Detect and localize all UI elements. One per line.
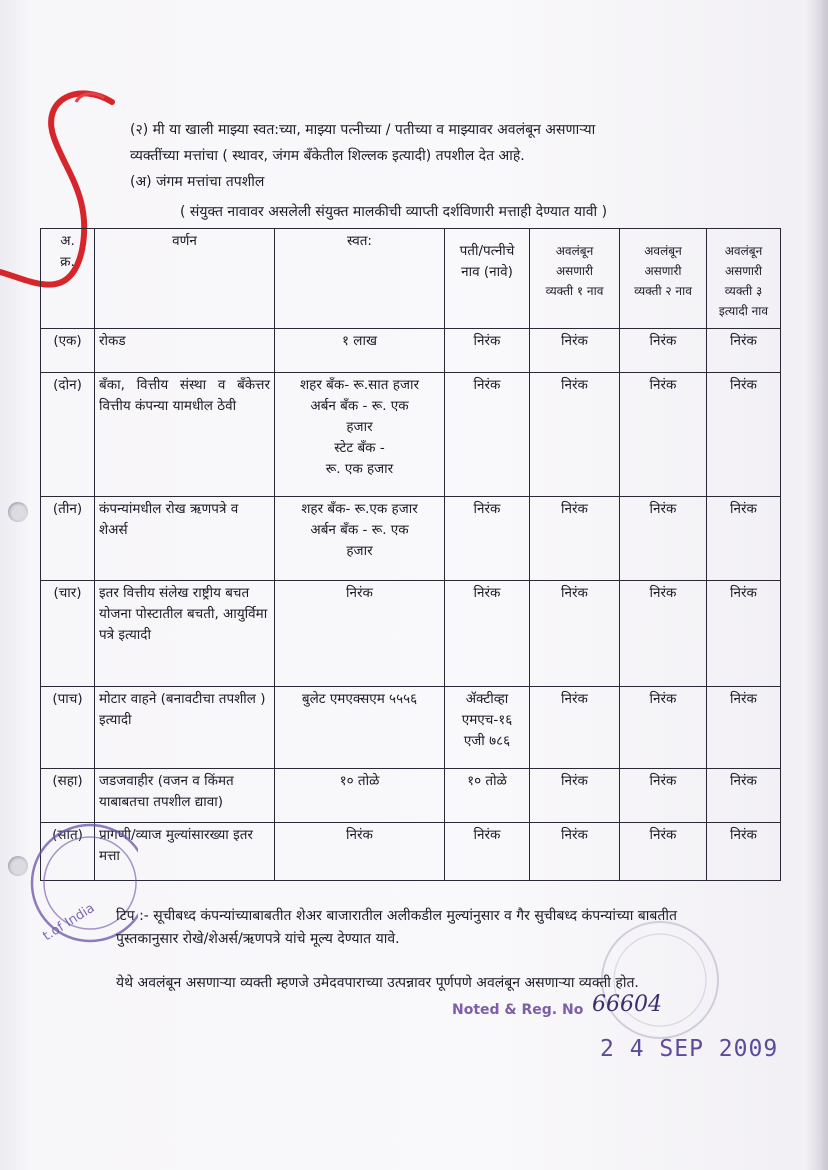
header-self: स्वत: [275, 229, 445, 329]
header-serial-line: अ. [60, 233, 75, 249]
punch-hole [8, 502, 28, 522]
footnote-dependents: येथे अवलंबून असणाऱ्या व्यक्ती म्हणजे उमेदवपाराच्या उत्पन्नावर पूर्णपणे अवलंबून असणाऱ्या व्यक्ती होत. [116, 975, 639, 991]
header-dependent-2 [620, 229, 707, 329]
page-edge-shadow [806, 0, 828, 1170]
cell-spouse-line: निरंक [473, 585, 501, 601]
cell-spouse [445, 581, 530, 687]
table-row [41, 497, 781, 581]
cell-dependent-2: निरंक [620, 687, 707, 769]
header-serial-line: क्र. [60, 254, 75, 270]
header-dependent-1-line: असणारी [555, 264, 594, 278]
cell-dependent-1: निरंक [530, 497, 620, 581]
cell-spouse-line: एजी ७८६ [463, 733, 511, 749]
cell-self-line: बुलेट एमएक्सएम ५५५६ [301, 691, 418, 707]
cell-description: कंपन्यांमधील रोख ऋणपत्रे व शेअर्स [95, 497, 275, 581]
cell-description: मोटार वाहने (बनावटीचा तपशील ) इत्यादी [95, 687, 275, 769]
cell-description: रोकड [95, 329, 275, 373]
cell-dependent-3: निरंक [707, 687, 781, 769]
header-dependent-3-line: व्यक्ती ३ [724, 284, 763, 298]
cell-self-line: अर्बन बँक - रू. एक [310, 398, 409, 414]
cell-serial: (सात) [41, 823, 95, 881]
cell-description: प्रागणी/व्याज मुल्यांसारख्या इतर मत्ता [95, 823, 275, 881]
cell-self-line: स्टेट बँक - [334, 440, 385, 456]
cell-spouse-line: निरंक [473, 377, 501, 393]
intro-line-2: व्यक्तींच्या मत्तांचा ( स्थावर, जंगम बँकेतील शिल्लक इत्यादी) तपशील देत आहे. [130, 148, 525, 164]
table-row [41, 823, 781, 881]
movable-assets-table [40, 228, 781, 881]
cell-dependent-1: निरंक [530, 687, 620, 769]
header-dependent-2-line: अवलंबून [644, 244, 682, 258]
header-serial [41, 229, 95, 329]
cell-self [275, 581, 445, 687]
handwritten-registration-number: 66604 [592, 992, 662, 1017]
cell-description: जडजवाहीर (वजन व किंमत याबाबतचा तपशील द्यावा) [95, 769, 275, 823]
cell-spouse-line: ॲक्टीव्हा [465, 691, 509, 707]
cell-spouse-line: एमएच-१६ [461, 712, 513, 728]
cell-self-line: १० तोळे [339, 773, 380, 789]
cell-dependent-1: निरंक [530, 769, 620, 823]
header-description: वर्णन [95, 229, 275, 329]
cell-self [275, 497, 445, 581]
section-heading: (अ) जंगम मत्तांचा तपशील [130, 174, 265, 190]
cell-dependent-3: निरंक [707, 373, 781, 497]
cell-dependent-2: निरंक [620, 581, 707, 687]
header-dependent-2-line: व्यक्ती २ नाव [634, 284, 692, 298]
cell-self [275, 687, 445, 769]
table-row [41, 373, 781, 497]
table-header-row [41, 229, 781, 329]
table-row [41, 687, 781, 769]
cell-dependent-1: निरंक [530, 329, 620, 373]
cell-spouse [445, 373, 530, 497]
cell-self [275, 769, 445, 823]
header-dependent-3-line: अवलंबून [724, 244, 763, 258]
cell-spouse-line: निरंक [473, 501, 501, 517]
registration-stamp-label: Noted & Reg. No [452, 1002, 584, 1018]
cell-spouse [445, 687, 530, 769]
header-spouse-line: पती/पत्नीचे [459, 243, 515, 259]
cell-dependent-1: निरंक [530, 373, 620, 497]
cell-self-line: १ लाख [341, 333, 377, 349]
cell-dependent-2: निरंक [620, 497, 707, 581]
cell-dependent-3: निरंक [707, 497, 781, 581]
cell-dependent-3: निरंक [707, 769, 781, 823]
table-row [41, 769, 781, 823]
header-dependent-3-line: इत्यादी नाव [718, 304, 769, 318]
cell-dependent-2: निरंक [620, 823, 707, 881]
cell-serial: (दोन) [41, 373, 95, 497]
cell-self-line: हजार [346, 419, 373, 435]
cell-dependent-2: निरंक [620, 769, 707, 823]
cell-dependent-2: निरंक [620, 373, 707, 497]
cell-self [275, 823, 445, 881]
header-dependent-1-line: अवलंबून [555, 244, 594, 258]
cell-self-line: निरंक [346, 827, 373, 843]
header-spouse [445, 229, 530, 329]
cell-serial: (सहा) [41, 769, 95, 823]
cell-description: इतर वित्तीय संलेख राष्ट्रीय बचत योजना पोस्टातील बचती, आयुर्विमा पत्रे इत्यादी [95, 581, 275, 687]
header-spouse-line: नाव (नावे) [461, 264, 513, 280]
cell-self-line: अर्बन बँक - रू. एक [310, 522, 409, 538]
cell-serial: (पाच) [41, 687, 95, 769]
intro-line-1: (२) मी या खाली माझ्या स्वत:च्या, माझ्या पत्नीच्या / पतीच्या व माझ्यावर अवलंबून असणाऱ्या [130, 122, 596, 138]
cell-spouse-line: १० तोळे [467, 773, 507, 789]
cell-self-line: शहर बँक- रू.एक हजार [301, 501, 418, 517]
cell-self-line: हजार [346, 543, 373, 559]
cell-self [275, 329, 445, 373]
section-subnote: ( संयुक्त नावावर असलेली संयुक्त मालकीची व्याप्ती दर्शविणारी मत्ताही देण्यात यावी ) [180, 204, 608, 220]
date-stamp: 2 4 SEP 2009 [600, 1036, 779, 1062]
cell-spouse [445, 497, 530, 581]
cell-self [275, 373, 445, 497]
cell-dependent-1: निरंक [530, 823, 620, 881]
seal-text: t.of India [40, 900, 98, 945]
cell-description: बँका, वित्तीय संस्था व बँकेत्तर वित्तीय कंपन्या यामधील ठेवी [95, 373, 275, 497]
cell-serial: (एक) [41, 329, 95, 373]
header-dependent-1-line: व्यक्ती १ नाव [545, 284, 604, 298]
cell-dependent-3: निरंक [707, 581, 781, 687]
cell-dependent-1: निरंक [530, 581, 620, 687]
cell-serial: (तीन) [41, 497, 95, 581]
cell-spouse-line: निरंक [473, 827, 501, 843]
footnote-tip: टिप :- सूचीबध्द कंपन्यांच्याबाबतीत शेअर बाजारातील अलीकडील मुल्यांनुसार व गैर सुचीबध्द कंपन्यांच्या बाबतीत पुस्तकानुसार रोखे/शेअर्स/ऋणपत्रे यांचे मूल्य देण्यात यावे. [116, 908, 677, 947]
cell-spouse [445, 769, 530, 823]
header-dependent-1 [530, 229, 620, 329]
table-row [41, 329, 781, 373]
cell-dependent-3: निरंक [707, 329, 781, 373]
header-dependent-3-line: असणारी [724, 264, 763, 278]
cell-dependent-3: निरंक [707, 823, 781, 881]
header-dependent-2-line: असणारी [644, 264, 682, 278]
header-dependent-3 [707, 229, 781, 329]
cell-self-line: शहर बँक- रू.सात हजार [300, 377, 419, 393]
table-row [41, 581, 781, 687]
cell-self-line: निरंक [346, 585, 373, 601]
cell-spouse [445, 329, 530, 373]
cell-self-line: रू. एक हजार [325, 461, 394, 477]
cell-dependent-2: निरंक [620, 329, 707, 373]
cell-serial: (चार) [41, 581, 95, 687]
cell-spouse-line: निरंक [473, 333, 501, 349]
punch-hole [8, 856, 28, 876]
cell-spouse [445, 823, 530, 881]
